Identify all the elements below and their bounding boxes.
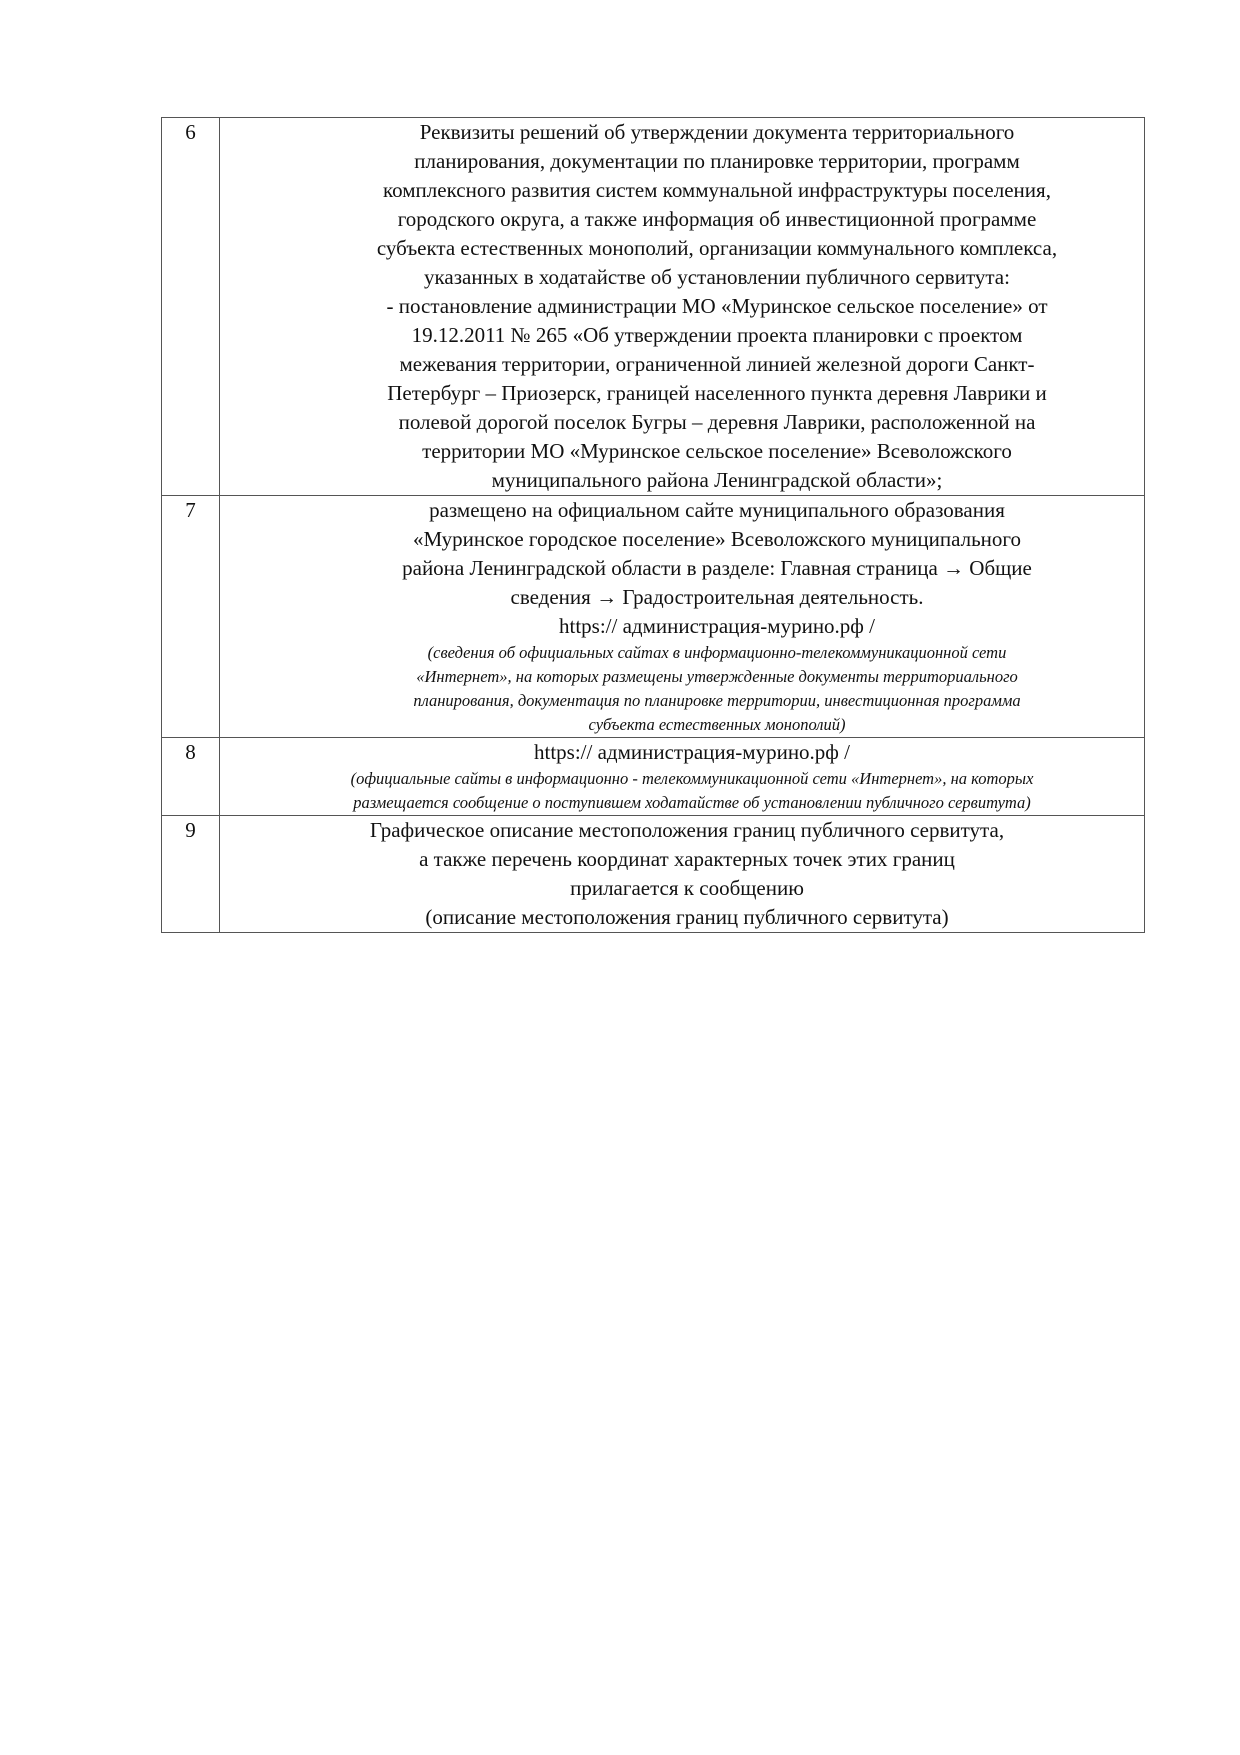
text-line: межевания территории, ограниченной линией железной дороги Санкт-	[399, 352, 1035, 376]
text-line: субъекта естественных монополий, организации коммунального комплекса,	[376, 236, 1058, 260]
row-number	[162, 738, 220, 816]
table-row-6	[162, 118, 1145, 496]
row-number	[162, 816, 220, 933]
text-line: сведения → Градостроительная деятельность.	[510, 585, 924, 609]
row-number	[162, 118, 220, 496]
italic-note	[220, 767, 1144, 815]
text-line: комплексного развития систем коммунальной инфраструктуры поселения,	[383, 178, 1051, 202]
text-line: - постановление администрации МО «Муринское сельское поселение» от	[386, 294, 1048, 318]
website-url: https:// администрация-мурино.рф /	[533, 740, 850, 764]
text-line: 19.12.2011 № 265 «Об утверждении проекта планировки с проектом	[411, 323, 1023, 347]
text-line: Петербург – Приозерск, границей населенного пункта деревня Лаврики и	[387, 381, 1047, 405]
text-line: (описание местоположения границ публичного сервитута)	[425, 905, 949, 929]
note-line: (официальные сайты в информационно - телекоммуникационной сети «Интернет», на которых	[350, 769, 1034, 788]
row-number-text: 7	[185, 498, 196, 522]
row-content	[220, 118, 1145, 496]
text-line: территории МО «Муринское сельское поселение» Всеволожского	[422, 439, 1012, 463]
website-url: https:// администрация-мурино.рф /	[558, 614, 875, 638]
table-row-9	[162, 816, 1145, 933]
row-number-text: 8	[185, 740, 196, 764]
info-table	[161, 117, 1145, 933]
text-line: муниципального района Ленинградской области»;	[491, 468, 943, 492]
text-line: Реквизиты решений об утверждении документа территориального	[419, 120, 1015, 144]
row-number-text: 6	[185, 120, 196, 144]
table-row-7	[162, 496, 1145, 738]
row-content	[220, 816, 1145, 933]
row-content	[220, 738, 1145, 816]
text-line: «Муринское городское поселение» Всеволожского муниципального	[412, 527, 1022, 551]
italic-note	[220, 641, 1144, 737]
text-line: полевой дорогой поселок Бугры – деревня Лаврики, расположенной на	[398, 410, 1036, 434]
note-line: размещается сообщение о поступившем ходатайстве об установлении публичного сервитута)	[353, 793, 1031, 812]
text-line: Графическое описание местоположения границ публичного сервитута,	[369, 818, 1005, 842]
row-content	[220, 496, 1145, 738]
text-line: а также перечень координат характерных точек этих границ	[419, 847, 955, 871]
row-number	[162, 496, 220, 738]
note-line: (сведения об официальных сайтах в информационно-телекоммуникационной сети	[427, 643, 1007, 662]
row-number-text: 9	[185, 818, 196, 842]
text-line: указанных в ходатайстве об установлении публичного сервитута:	[424, 265, 1010, 289]
note-line: «Интернет», на которых размещены утвержденные документы территориального	[416, 667, 1018, 686]
table-row-8	[162, 738, 1145, 816]
text-line: района Ленинградской области в разделе: Главная страница → Общие	[402, 556, 1032, 580]
note-line: субъекта естественных монополий)	[588, 715, 846, 734]
note-line: планирования, документация по планировке территории, инвестиционная программа	[413, 691, 1021, 710]
text-line: прилагается к сообщению	[570, 876, 804, 900]
text-line: городского округа, а также информация об инвестиционной программе	[397, 207, 1037, 231]
text-line: планирования, документации по планировке территории, программ	[414, 149, 1020, 173]
text-line: размещено на официальном сайте муниципального образования	[429, 498, 1005, 522]
